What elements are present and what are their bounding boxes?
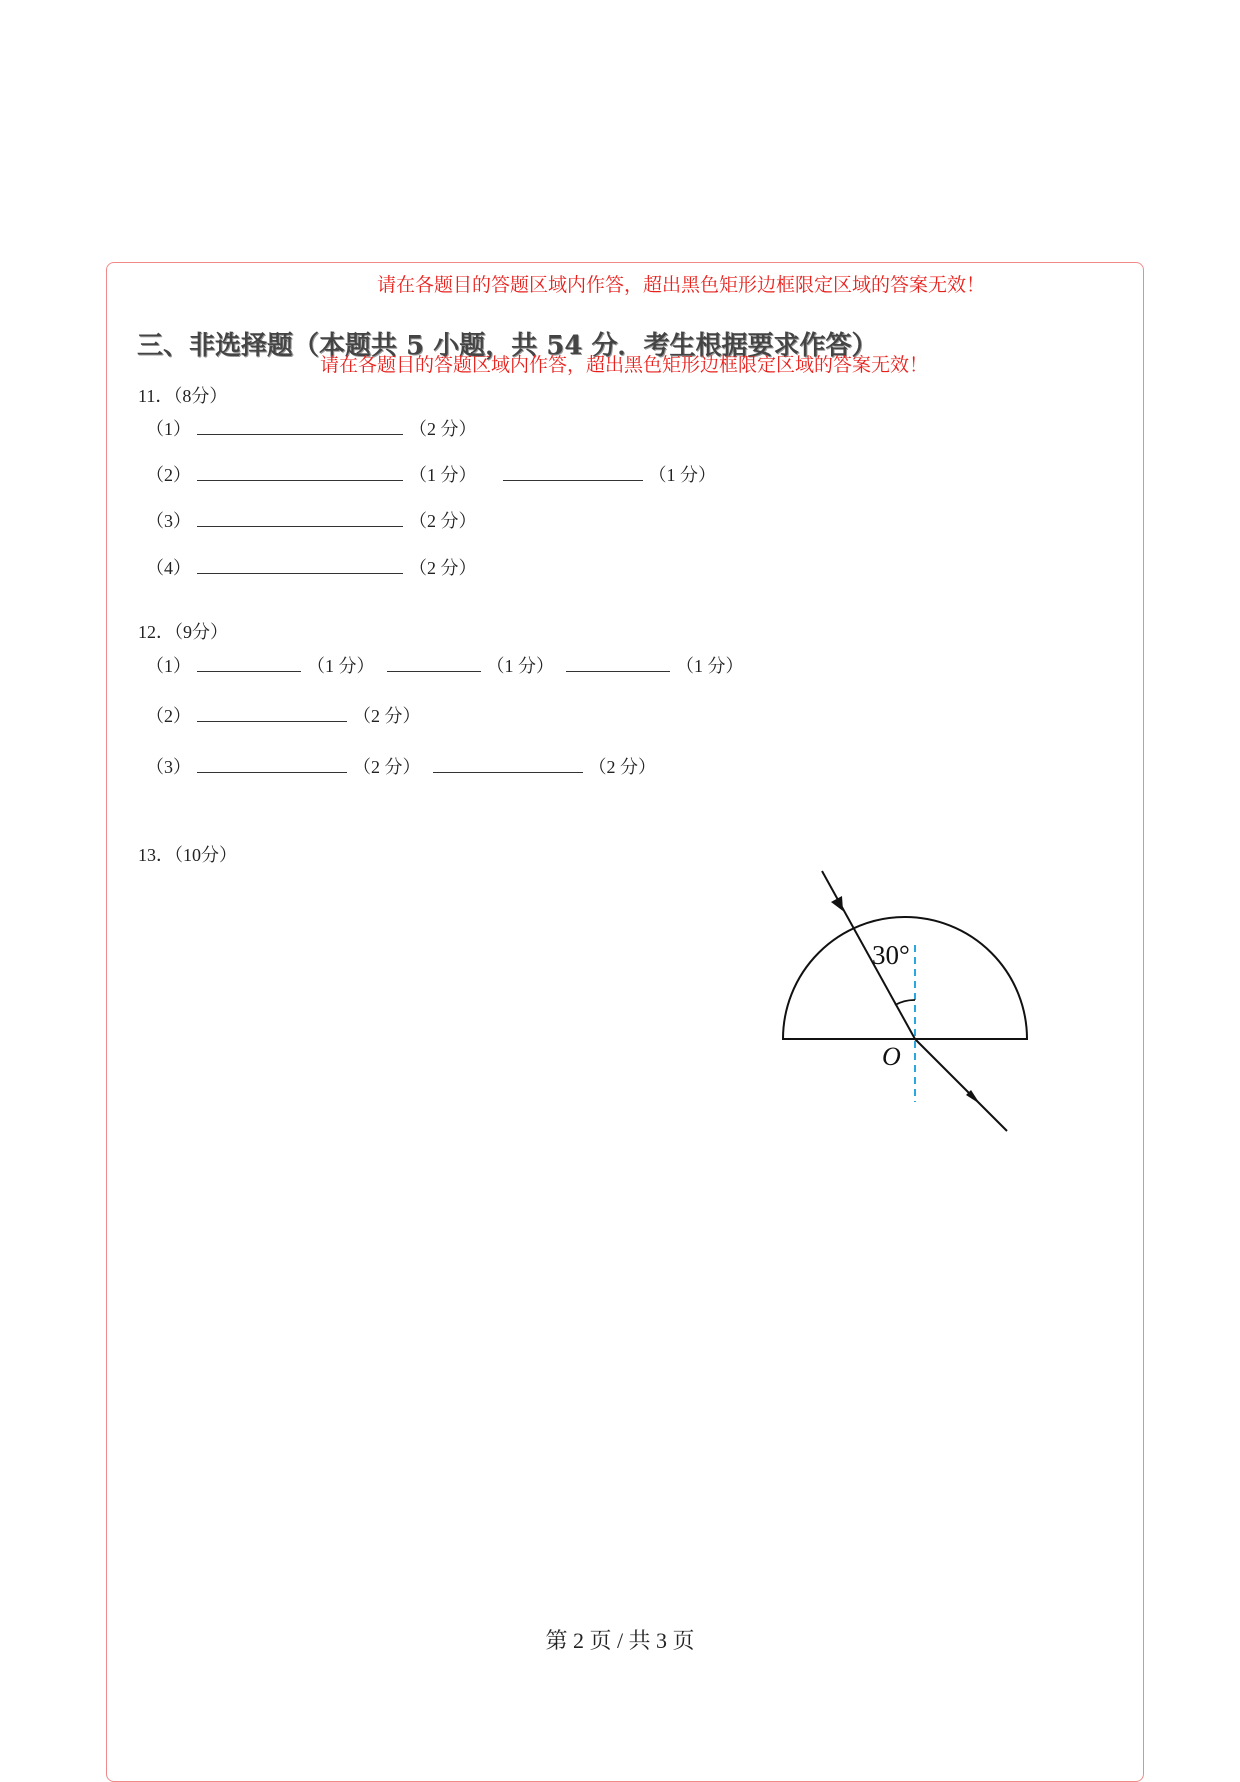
refracted-ray [915,1039,1007,1131]
q13-heading: 13．（10分） [138,845,237,865]
points-label: （2 分） [588,757,656,777]
warning-overlay: 请在各题目的答题区域内作答，超出黑色矩形边框限定区域的答案无效！ [320,354,929,376]
section-title: 三、非选择题（本题共 5 小题，共 54 分．考生根据要求作答） [137,331,878,361]
points-label: （1 分） [409,465,477,485]
q12-heading: 12．（9分） [138,622,228,642]
points-label: （2 分） [409,419,477,439]
q12-row-2-number: （2） [146,706,191,726]
q11-row-1-number: （1） [146,419,191,439]
answer-blank[interactable] [197,464,403,481]
points-label: （2 分） [353,757,421,777]
q12-row-3-number: （3） [146,757,191,777]
answer-blank[interactable] [197,557,403,574]
q11-heading: 11．（8分） [138,386,228,406]
answer-blank[interactable] [387,655,481,672]
answer-blank[interactable] [197,510,403,527]
q12-row-1 [146,652,750,678]
points-label: （1 分） [307,656,375,676]
semicircle-refraction-diagram [780,860,1030,1135]
angle-label: 30° [872,940,910,970]
answer-blank[interactable] [503,464,643,481]
angle-arc [895,1000,915,1005]
answer-blank[interactable] [197,705,347,722]
q11-row-1 [146,415,483,441]
q12-row-3 [146,753,662,779]
answer-blank[interactable] [197,418,403,435]
q11-row-4 [146,554,483,580]
answer-blank[interactable] [197,655,301,672]
points-label: （1 分） [676,656,744,676]
warning-top: 请在各题目的答题区域内作答，超出黑色矩形边框限定区域的答案无效！ [377,274,986,296]
points-label: （2 分） [353,706,421,726]
points-label: （2 分） [409,511,477,531]
q12-row-1-number: （1） [146,656,191,676]
q11-row-3 [146,507,483,533]
page-footer: 第 2 页 / 共 3 页 [545,1628,695,1653]
points-label: （2 分） [409,558,477,578]
answer-blank[interactable] [197,756,347,773]
q11-row-2-number: （2） [146,465,191,485]
points-label: （1 分） [486,656,554,676]
points-label: （1 分） [648,465,716,485]
origin-label: O [882,1042,901,1071]
q11-row-2 [146,461,722,487]
answer-blank[interactable] [566,655,670,672]
q11-row-4-number: （4） [146,558,191,578]
q12-row-2 [146,702,427,728]
answer-blank[interactable] [433,756,583,773]
q11-row-3-number: （3） [146,511,191,531]
